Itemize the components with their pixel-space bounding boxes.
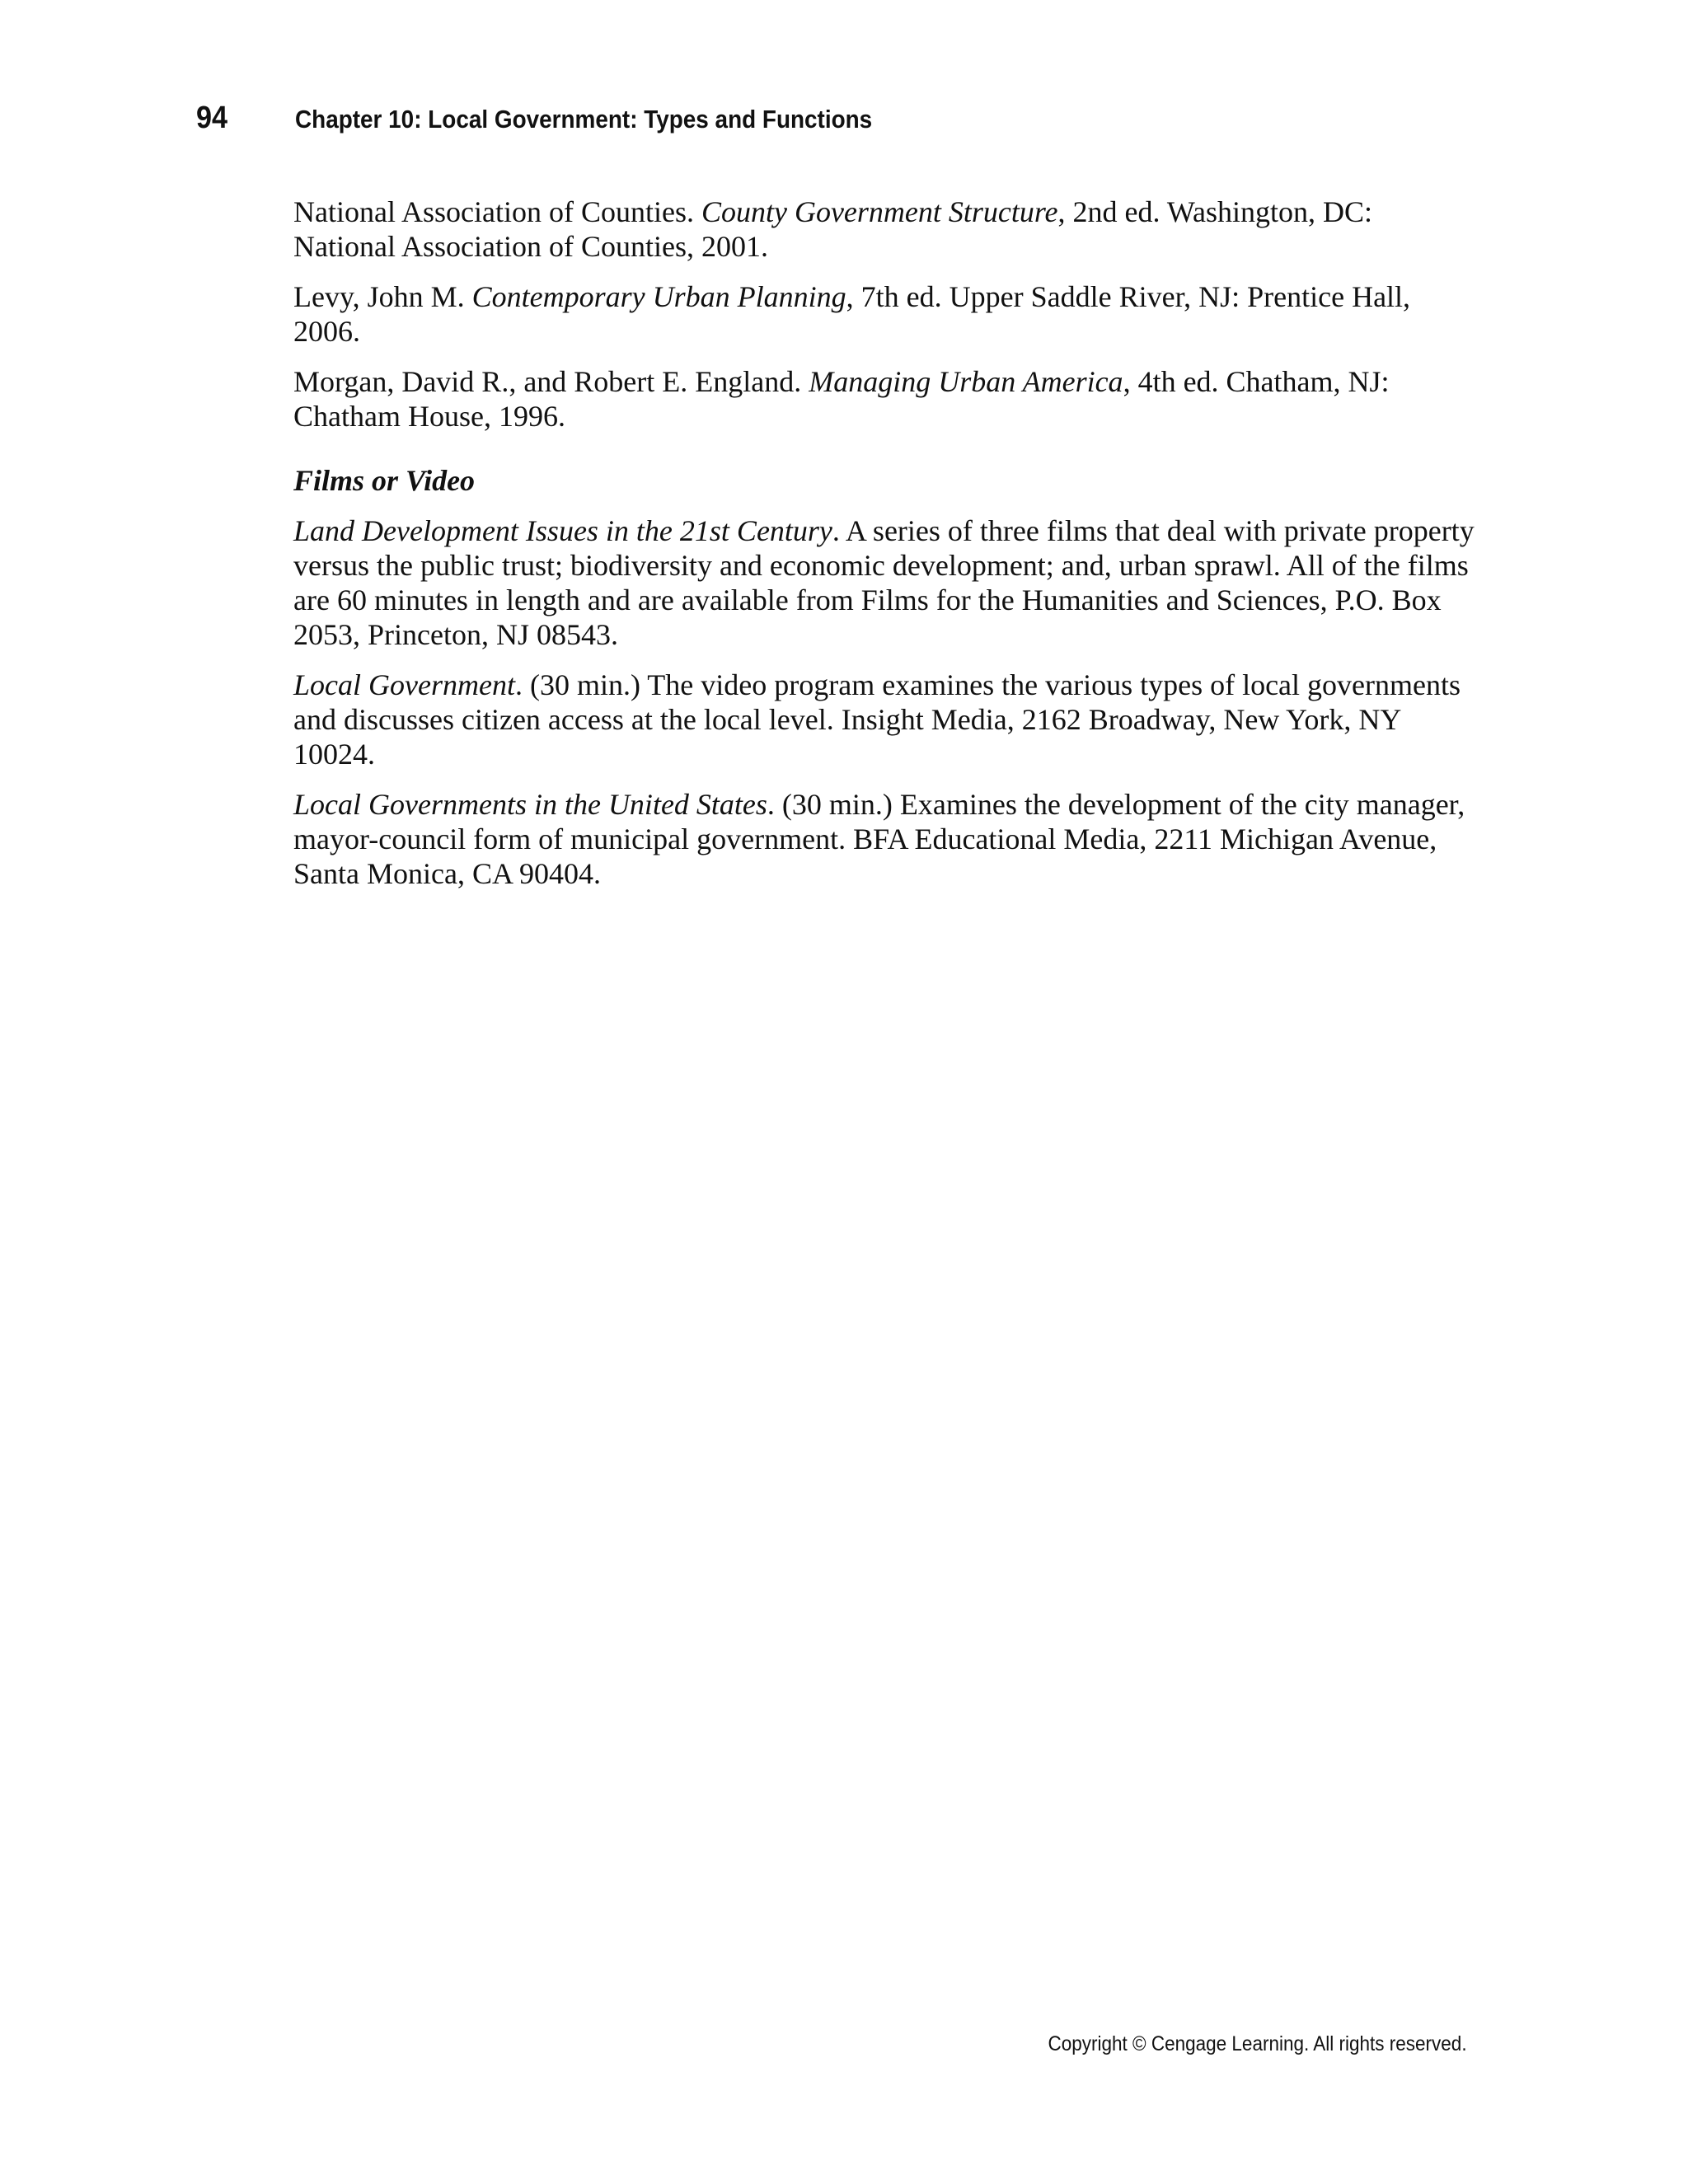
reference-author: National Association of Counties. (293, 195, 701, 228)
page-content (293, 194, 1480, 907)
page-header (196, 101, 936, 136)
reference-title: Contemporary Urban Planning (471, 280, 846, 313)
chapter-title: Chapter 10: Local Government: Types and Functions (295, 105, 873, 134)
film-entry (293, 513, 1480, 652)
film-entry (293, 668, 1480, 771)
films-heading: Films or Video (293, 464, 476, 497)
film-title: Land Development Issues in the 21st Century (293, 514, 832, 547)
film-description: . (30 min.) The video program examines the various types of local governments and discusses citizen access at the local level. Insight Media, 2162 Broadway, New York, NY 10024. (293, 668, 1461, 771)
page-number: 94 (196, 101, 228, 135)
film-entry (293, 787, 1480, 891)
reference-title: Managing Urban America (809, 365, 1123, 398)
reference-title: County Government Structure (701, 195, 1058, 228)
reference-entry (293, 194, 1480, 264)
copyright-notice: Copyright © Cengage Learning. All rights reserved. (1048, 2032, 1467, 2055)
reference-publication: , 2nd ed. Washington, DC: National Association of Counties, 2001. (293, 195, 1372, 263)
reference-entry (293, 279, 1480, 349)
film-title: Local Governments in the United States (293, 788, 767, 821)
reference-author: Levy, John M. (293, 280, 472, 313)
reference-publication: , 7th ed. Upper Saddle River, NJ: Prentice Hall, 2006. (293, 280, 1411, 348)
reference-entry (293, 364, 1480, 434)
reference-publication: , 4th ed. Chatham, NJ: Chatham House, 1996. (293, 365, 1390, 433)
film-description: . A series of three films that deal with private property versus the public trust; biodiversity and economic development; and, urban sprawl. All of the films are 60 minutes in length and are available from Films for the Humanities and Sciences, P.O. Box 2053, Princeton, NJ 08543. (293, 514, 1475, 651)
film-title: Local Government (293, 668, 515, 701)
film-description: . (30 min.) Examines the development of the city manager, mayor-council form of municipal government. BFA Educational Media, 2211 Michigan Avenue, Santa Monica, CA 90404. (293, 788, 1465, 890)
reference-author: Morgan, David R., and Robert E. England. (293, 365, 809, 398)
